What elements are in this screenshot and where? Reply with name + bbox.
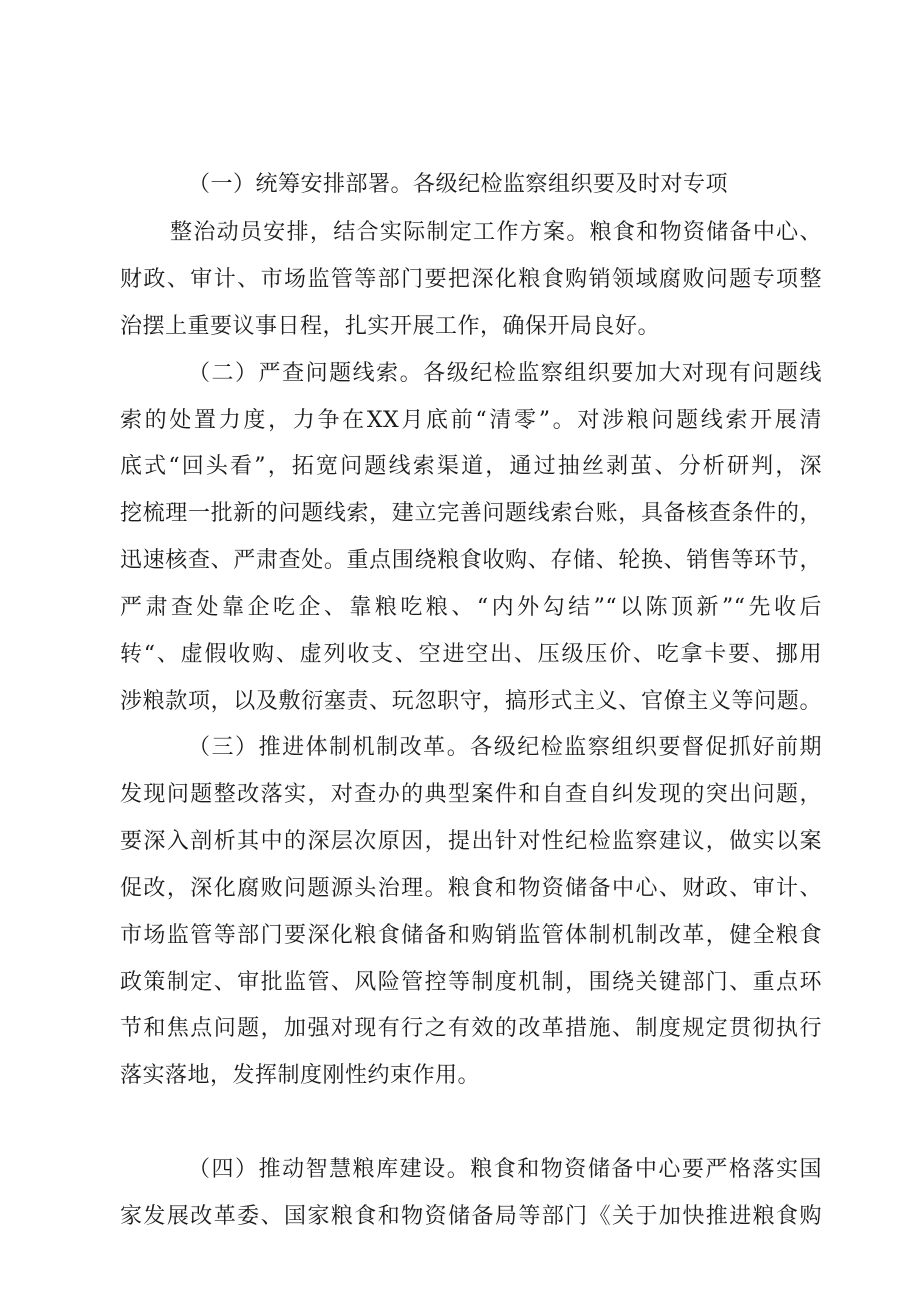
section-4-body-line: 家发展改革委、国家粮食和物资储备局等部门《关于加快推进粮食购 bbox=[120, 1204, 822, 1229]
section-3-body-line: 要深入剖析其中的深层次原因，提出针对性纪检监察建议，做实以案 bbox=[120, 829, 822, 854]
section-4-heading-line: （四）推动智慧粮库建设。粮食和物资储备中心要严格落实国 bbox=[188, 1157, 822, 1182]
section-2-body-line: 挖梳理一批新的问题线索，建立完善问题线索台账，具备核查条件的， bbox=[120, 501, 822, 526]
section-1-heading-line: （一）统筹安排部署。各级纪检监察组织要及时对专项 bbox=[188, 172, 729, 197]
section-3-body-line: 发现问题整改落实，对查办的典型案件和自查自纠发现的突出问题， bbox=[120, 782, 822, 807]
section-2-body-line: 严肃查处靠企吃企、靠粮吃粮、“内外勾结”“以陈顶新”“先收后 bbox=[120, 595, 822, 620]
section-1-body-line: 整治动员安排，结合实际制定工作方案。粮食和物资储备中心、 bbox=[170, 220, 822, 245]
section-2-heading-line: （二）严查问题线索。各级纪检监察组织要加大对现有问题线 bbox=[188, 361, 822, 386]
section-3-body-line: 节和焦点问题，加强对现有行之有效的改革措施、制度规定贯彻执行 bbox=[120, 1016, 822, 1041]
section-3-body-line: 市场监管等部门要深化粮食储备和购销监管体制机制改革，健全粮食 bbox=[120, 923, 822, 948]
section-3-heading-line: （三）推进体制机制改革。各级纪检监察组织要督促抓好前期 bbox=[188, 735, 822, 760]
section-3-body-line: 落实落地，发挥制度刚性约束作用。 bbox=[120, 1063, 481, 1088]
section-2-body-line: 迅速核查、严肃查处。重点围绕粮食收购、存储、轮换、销售等环节， bbox=[120, 548, 822, 573]
section-1-body-line: 财政、审计、市场监管等部门要把深化粮食购销领域腐败问题专项整 bbox=[120, 267, 822, 292]
section-3-body-line: 促改，深化腐败问题源头治理。粮食和物资储备中心、财政、审计、 bbox=[120, 876, 822, 901]
section-2-body-line: 底式“回头看”，拓宽问题线索渠道，通过抽丝剥茧、分析研判，深 bbox=[120, 454, 822, 479]
section-3-body-line: 政策制定、审批监管、风险管控等制度机制，围绕关键部门、重点环 bbox=[120, 970, 822, 995]
section-2-body-line: 转“、虚假收购、虚列收支、空进空出、压级压价、吃拿卡要、挪用 bbox=[120, 642, 822, 667]
section-1-body-line: 治摆上重要议事日程，扎实开展工作，确保开局良好。 bbox=[120, 314, 661, 339]
section-2-body-line: 索的处置力度，力争在XX月底前“清零”。对涉粮问题线索开展清 bbox=[120, 408, 822, 433]
section-2-body-line: 涉粮款项，以及敷衍塞责、玩忽职守，搞形式主义、官僚主义等问题。 bbox=[120, 689, 822, 714]
